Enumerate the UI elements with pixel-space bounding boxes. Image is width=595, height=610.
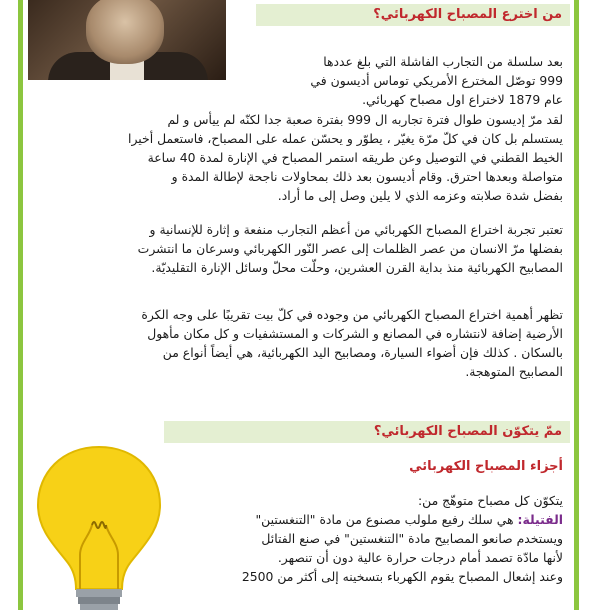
text-line: بعد سلسلة من التجارب الفاشلة التي بلغ عددها (323, 54, 563, 69)
edison-portrait-image (28, 0, 226, 80)
text-line: الأرضية إضافة لانتشاره في المصانع و الشركات و المستشفيات و كل مكان مأهول (147, 326, 563, 341)
filament-term: الفتيلة: (517, 512, 563, 527)
subheading-bulb-parts: أجزاء المصباح الكهربائي (409, 459, 563, 474)
heading-components: ممّ يتكوّن المصباح الكهربائي؟ (164, 421, 570, 443)
text-line: وعند إشعال المصباح يقوم الكهرباء بتسخينه إلى أكثر من 2500 (241, 569, 563, 584)
text-line: الخيط القطني في التوصيل وعن طريقه استمر المصباح في الإنارة لمدة 40 ساعة (147, 150, 563, 165)
paragraph-usage (58, 305, 563, 381)
text-line: لأنها مادّة تصمد أمام درجات حرارة عالية دون أن تنصهر. (277, 550, 563, 565)
text-line: بفضلها مرّ الانسان من عصر الظلمات إلى عصر النّور الكهربائي وسرعان ما انتشرت (137, 241, 563, 256)
paragraph-intro (245, 52, 563, 109)
text-line: يتكوّن كل مصباح متوهّج من: (417, 493, 563, 508)
filament-definition: هي سلك رفيع ملولب مصنوع من مادة "التنغستين" (255, 512, 518, 527)
text-line: بفضل شدة صلابته وعزمه الذي لا يلين وصل إلى ما أراد. (277, 188, 563, 203)
text-line: متواصلة وبعدها احترق. وقام أديسون بعد ذلك بمحاولات ناجحة لإطالة المدة و (171, 169, 563, 184)
text-line: بالسكان . كذلك فإن أضواء السيارة، ومصابيح اليد الكهربائية، هي أيضاً أنواع من (162, 345, 563, 360)
text-line: 999 توصّل المخترع الأمريكي توماس أديسون في (310, 73, 563, 88)
text-line: تعتبر تجربة اختراع المصباح الكهربائي من أعظم التجارب منفعة و إثارة للإنسانية و (149, 222, 563, 237)
text-line: عام 1879 لاختراع اول مصباح كهربائي. (362, 92, 563, 107)
text-line: المصابيح المتوهجة. (465, 364, 563, 379)
text-line: يستسلم بل كان في كلّ مرّة يغيّر ، يطوّر و يحسّن عمله على المصباح، فاستعمل أخيرا (128, 131, 563, 146)
text-line (255, 510, 563, 529)
text-line: تظهر أهمية اختراع المصباح الكهربائي من وجوده في كلّ بيت تقريبًا على وجه الكرة (141, 307, 563, 322)
paragraph-importance (58, 220, 563, 277)
text-line: لقد مرّ إديسون طوال فترة تجاربه ال 999 بفترة صعبة جدا لكنّه لم ييأس و لم (167, 112, 563, 127)
text-line: المصابيح الكهربائية منذ بداية القرن العشرين، وحلّت محلّ وسائل الإنارة التقليديّة. (151, 260, 563, 275)
heading-who-invented: من اخترع المصباح الكهربائي؟ (256, 4, 570, 26)
paragraph-filament (241, 491, 563, 586)
light-bulb-illustration (34, 443, 164, 610)
paragraph-edison-trials (58, 110, 563, 205)
text-line: ويستخدم صانعو المصابيح مادة "التنغستين" في صنع الفتائل (261, 531, 563, 546)
